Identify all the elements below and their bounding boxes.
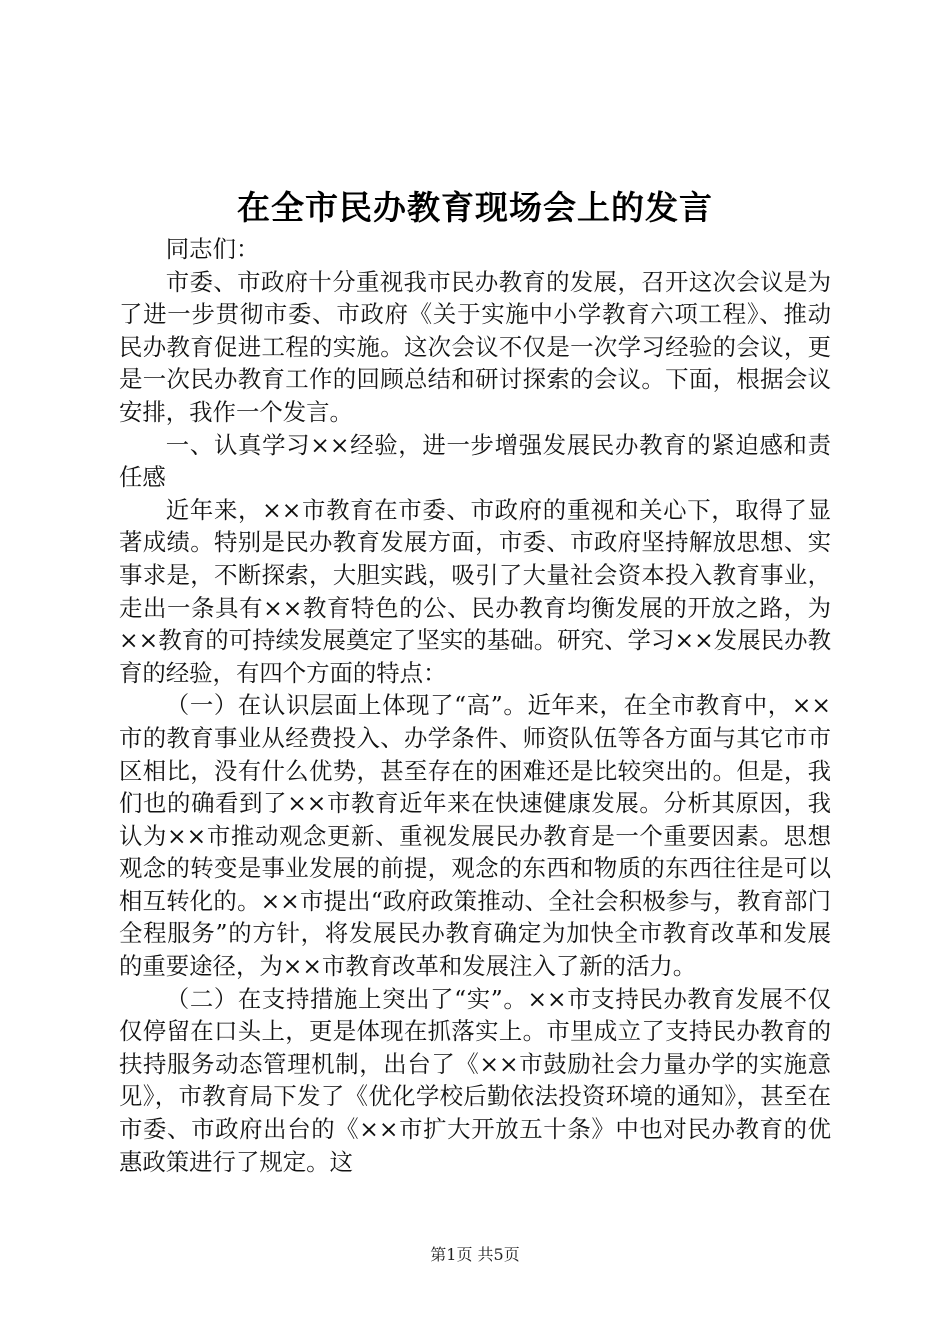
salutation: 同志们： bbox=[165, 235, 260, 263]
paragraph-point-2: （二）在支持措施上突出了“实”。××市支持民办教育发展不仅仅停留在口头上，更是体现在抓落实上。市里成立了支持民办教育的扶持服务动态管理机制，出台了《××市鼓励社会力量办学的实施意见》，市教育局下发了《优化学校后勤依法投资环境的通知》，甚至在市委、市政府出台的《××市扩大开放五十条》中也对民办教育的优惠政策进行了规定。这 bbox=[119, 984, 831, 1176]
paragraph-point-1: （一）在认识层面上体现了“高”。近年来，在全市教育中，××市的教育事业从经费投入、办学条件、师资队伍等各方面与其它市市区相比，没有什么优势，甚至存在的困难还是比较突出的。但是，我们也的确看到了××市教育近年来在快速健康发展。分析其原因，我认为××市推动观念更新、重视发展民办教育是一个重要因素。思想观念的转变是事业发展的前提，观念的东西和物质的东西往往是可以相互转化的。××市提出“政府政策推动、全社会积极参与，教育部门全程服务”的方针，将发展民办教育确定为加快全市教育改革和发展的重要途径，为××市教育改革和发展注入了新的活力。 bbox=[119, 691, 831, 981]
page-footer: 第1页 共5页 bbox=[430, 1245, 520, 1264]
document-title: 在全市民办教育现场会上的发言 bbox=[237, 188, 713, 227]
paragraph-background: 近年来，××市教育在市委、市政府的重视和关心下，取得了显著成绩。特别是民办教育发展方面，市委、市政府坚持解放思想、实事求是，不断探索，大胆实践，吸引了大量社会资本投入教育事业，走出一条具有××教育特色的公、民办教育均衡发展的开放之路，为××教育的可持续发展奠定了坚实的基础。研究、学习××发展民办教育的经验，有四个方面的特点： bbox=[119, 495, 831, 687]
section-heading-1: 一、认真学习××经验，进一步增强发展民办教育的紧迫感和责任感 bbox=[119, 430, 831, 492]
paragraph-intro: 市委、市政府十分重视我市民办教育的发展，召开这次会议是为了进一步贯彻市委、市政府《关于实施中小学教育六项工程》、推动民办教育促进工程的实施。这次会议不仅是一次学习经验的会议，更是一次民办教育工作的回顾总结和研讨探索的会议。下面，根据会议安排，我作一个发言。 bbox=[119, 267, 831, 426]
document-body bbox=[119, 183, 831, 1178]
